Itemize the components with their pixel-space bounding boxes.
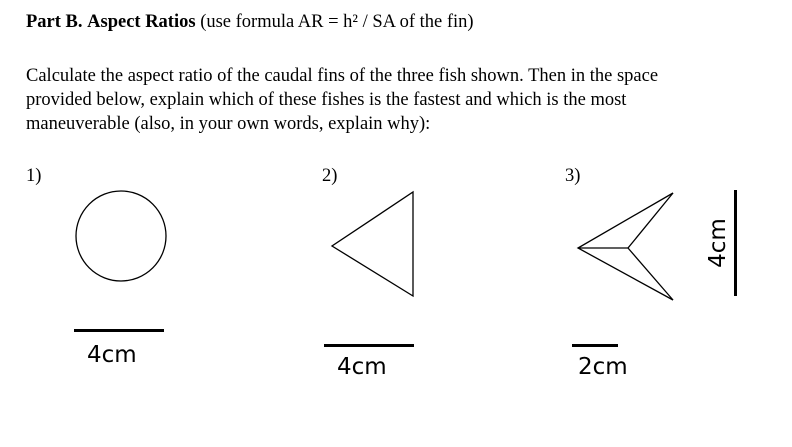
fin-3-scale-label: 2cm xyxy=(578,354,628,380)
instruction-line-3: maneuverable (also, in your own words, explain why): xyxy=(26,114,431,134)
instruction-line-2: provided below, explain which of these fishes is the fastest and which is the most xyxy=(26,90,627,110)
fin-2-scale-label: 4cm xyxy=(337,354,387,380)
section-title: Aspect Ratios xyxy=(87,12,196,32)
fin-3-scale-bar xyxy=(572,344,618,347)
fin-1-number: 1) xyxy=(26,166,42,186)
fin-3-height-label: 4cm xyxy=(705,218,731,268)
fin-1-scale-bar xyxy=(74,329,164,332)
section-heading xyxy=(26,12,474,33)
fin-1-circle-drawing xyxy=(74,190,170,286)
fin-3-number: 3) xyxy=(565,166,581,186)
fin-1-scale-label: 4cm xyxy=(87,342,137,368)
fin-2-triangle-drawing xyxy=(330,190,420,300)
fin-3-forked-fin-drawing xyxy=(570,190,680,302)
fin-2-number: 2) xyxy=(322,166,338,186)
instruction-line-1: Calculate the aspect ratio of the caudal fins of the three fish shown. Then in the space xyxy=(26,66,659,86)
part-label: Part B. xyxy=(26,12,83,32)
fin-2-scale-bar xyxy=(324,344,414,347)
fin-3-height-bar xyxy=(734,190,737,296)
formula-text: (use formula AR = h² / SA of the fin) xyxy=(200,12,474,32)
instructions-paragraph xyxy=(26,64,786,136)
